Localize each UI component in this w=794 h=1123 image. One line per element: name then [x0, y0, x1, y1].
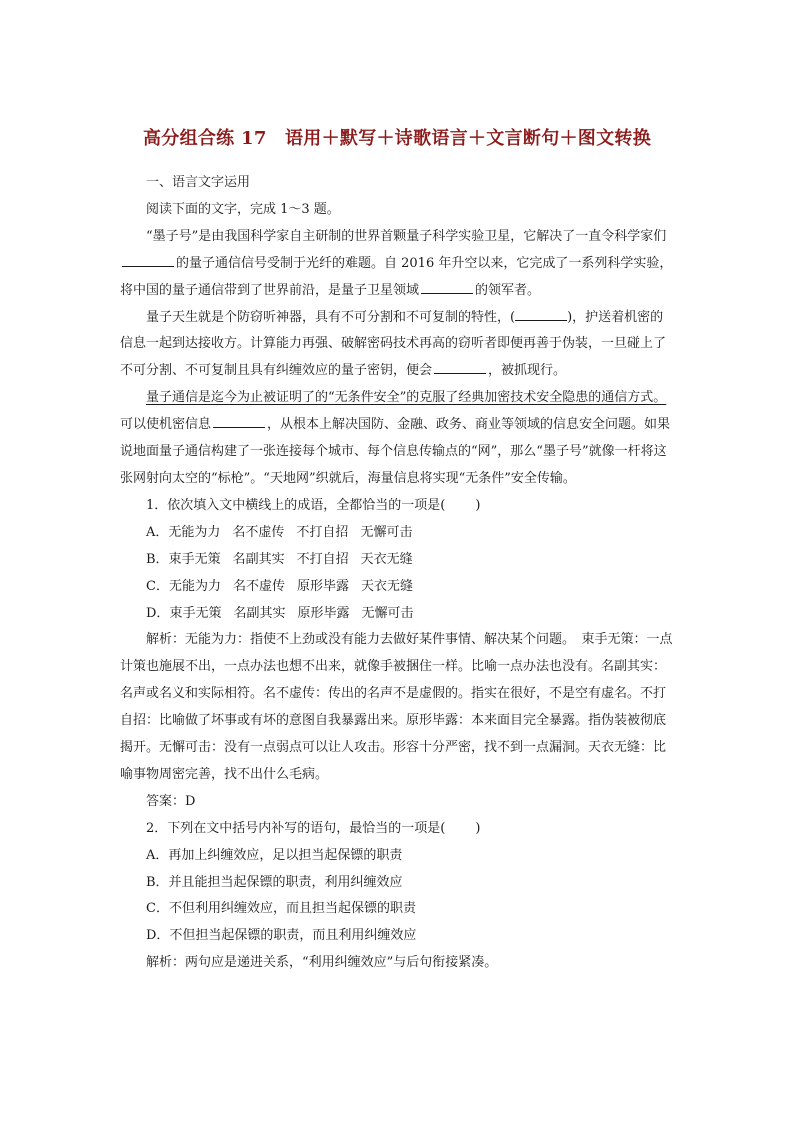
question-2-option-b: B．并且能担当起保镖的职责，利用纠缠效应 — [146, 874, 403, 890]
passage-text: 的领军者。 — [475, 282, 541, 298]
fill-blank-4 — [213, 414, 265, 428]
option-idiom: 束手无策 — [168, 551, 221, 567]
reading-instruction: 阅读下面的文字，完成 1～3 题。 — [146, 201, 340, 217]
question-text: ) — [475, 820, 481, 836]
fill-blank-1 — [122, 253, 174, 267]
passage-text: 的量子通信信号受制于光纤的难题。自 2016 年升空以来，它完成了一系列科学实验，将中国的量子通信带到了世界前沿，是量子卫星领域 — [120, 255, 673, 298]
fill-blank-3 — [434, 360, 486, 374]
passage-text: )，护送着机密的信息一起到达接收方。计算能力再强、破解密码技术再高的窃听者即便再善于伪装，一旦碰上了不可分割、不可复制且具有纠缠效应的量子密钥，便会 — [120, 309, 667, 379]
option-label: C． — [146, 578, 169, 594]
option-idiom: 名不虚传 — [232, 524, 285, 540]
option-idiom: 原形毕露 — [296, 578, 349, 594]
question-2-option-a: A．再加上纠缠效应，足以担当起保镖的职责 — [146, 847, 403, 863]
passage-text: 量子天生就是个防窃听神器，具有不可分割和不可复制的特性，( — [146, 309, 516, 325]
option-idiom: 不打自招 — [296, 551, 349, 567]
option-idiom: 束手无策 — [169, 605, 222, 621]
option-idiom: 不打自招 — [296, 524, 349, 540]
question-1-option-d — [120, 601, 675, 628]
option-idiom: 名副其实 — [232, 551, 285, 567]
option-idiom: 原形毕露 — [297, 605, 350, 621]
page-title: 高分组合练 17 语用＋默写＋诗歌语言＋文言断句＋图文转换 — [142, 128, 651, 149]
question-2-option-d: D．不但担当起保镖的职责，而且利用纠缠效应 — [146, 928, 417, 944]
option-idiom: 无能为力 — [168, 578, 221, 594]
passage-paragraph-3 — [120, 385, 675, 493]
question-2-stem — [120, 816, 675, 843]
question-2-analysis: 解析：两句应是递进关系，“利用纠缠效应”与后句衔接紧凑。 — [146, 955, 498, 971]
question-1-stem — [120, 493, 675, 520]
question-1-option-c — [120, 574, 675, 601]
option-idiom: 无能为力 — [168, 524, 221, 540]
option-idiom: 天衣无缝 — [361, 578, 414, 594]
underlined-sentence: 量子通信是迄今为止被证明了的“无条件安全”的克服了经典加密技术安全隐患的通信方式。 — [146, 390, 667, 406]
passage-text: “墨子号”是由我国科学家自主研制的世界首颗量子科学实验卫星，它解决了一直令科学家们 — [146, 228, 667, 244]
question-1-analysis: 解析：无能为力：指使不上劲或没有能力去做好某件事情、解决某个问题。 束手无策：一点计策也施展不出，一点办法也想不出来，就像手被捆住一样。比喻一点办法也没有。名副其实：名声或名义和实际相符。名不虚传：传出的名声不是虚假的。指实在很好，不是空有虚名。不打自招：比喻做了坏事或有坏的意图自我暴露出来。原形毕露：本来面目完全暴露。指伪装被彻底揭开。无懈可击：没有一点弱点可以让人攻击。形容十分严密，找不到一点漏洞。天衣无缝：比喻事物周密完善，找不出什么毛病。 — [120, 632, 673, 782]
question-2-option-c: C．不但利用纠缠效应，而且担当起保镖的职责 — [146, 901, 416, 917]
passage-text: 可以使机密信息 — [120, 417, 212, 433]
section-heading: 一、语言文字运用 — [146, 175, 251, 190]
option-label: B． — [146, 551, 169, 567]
question-text: ) — [475, 497, 481, 513]
question-text: 2．下列在文中括号内补写的语句，最恰当的一项是( — [146, 820, 446, 836]
option-idiom: 无懈可击 — [360, 524, 413, 540]
option-idiom: 名不虚传 — [232, 578, 285, 594]
fill-blank-2 — [421, 280, 473, 294]
question-1-option-b — [120, 547, 675, 574]
question-1-option-a — [120, 520, 675, 547]
question-text: 1．依次填入文中横线上的成语，全都恰当的一项是( — [146, 497, 446, 513]
passage-text: ，被抓现行。 — [488, 363, 567, 379]
option-label: D． — [146, 605, 170, 621]
question-1-answer: 答案：D — [146, 793, 196, 809]
passage-paragraph-2 — [120, 305, 675, 386]
option-idiom: 名副其实 — [233, 605, 286, 621]
option-label: A． — [146, 524, 169, 540]
passage-paragraph-1 — [120, 224, 675, 305]
option-idiom: 无懈可击 — [361, 605, 414, 621]
paren-blank — [515, 307, 567, 321]
document-body — [120, 170, 675, 977]
passage-text: ，从根本上解决国防、金融、政务、商业等领域的信息安全问题。如果说地面量子通信构建了一张连接每个城市、每个信息传输点的“网”，那么“墨子号”就像一杆将这张网射向太空的“标枪”。“天地网”织就后，海量信息将实现“无条件”安全传输。 — [120, 417, 671, 486]
option-idiom: 天衣无缝 — [360, 551, 413, 567]
